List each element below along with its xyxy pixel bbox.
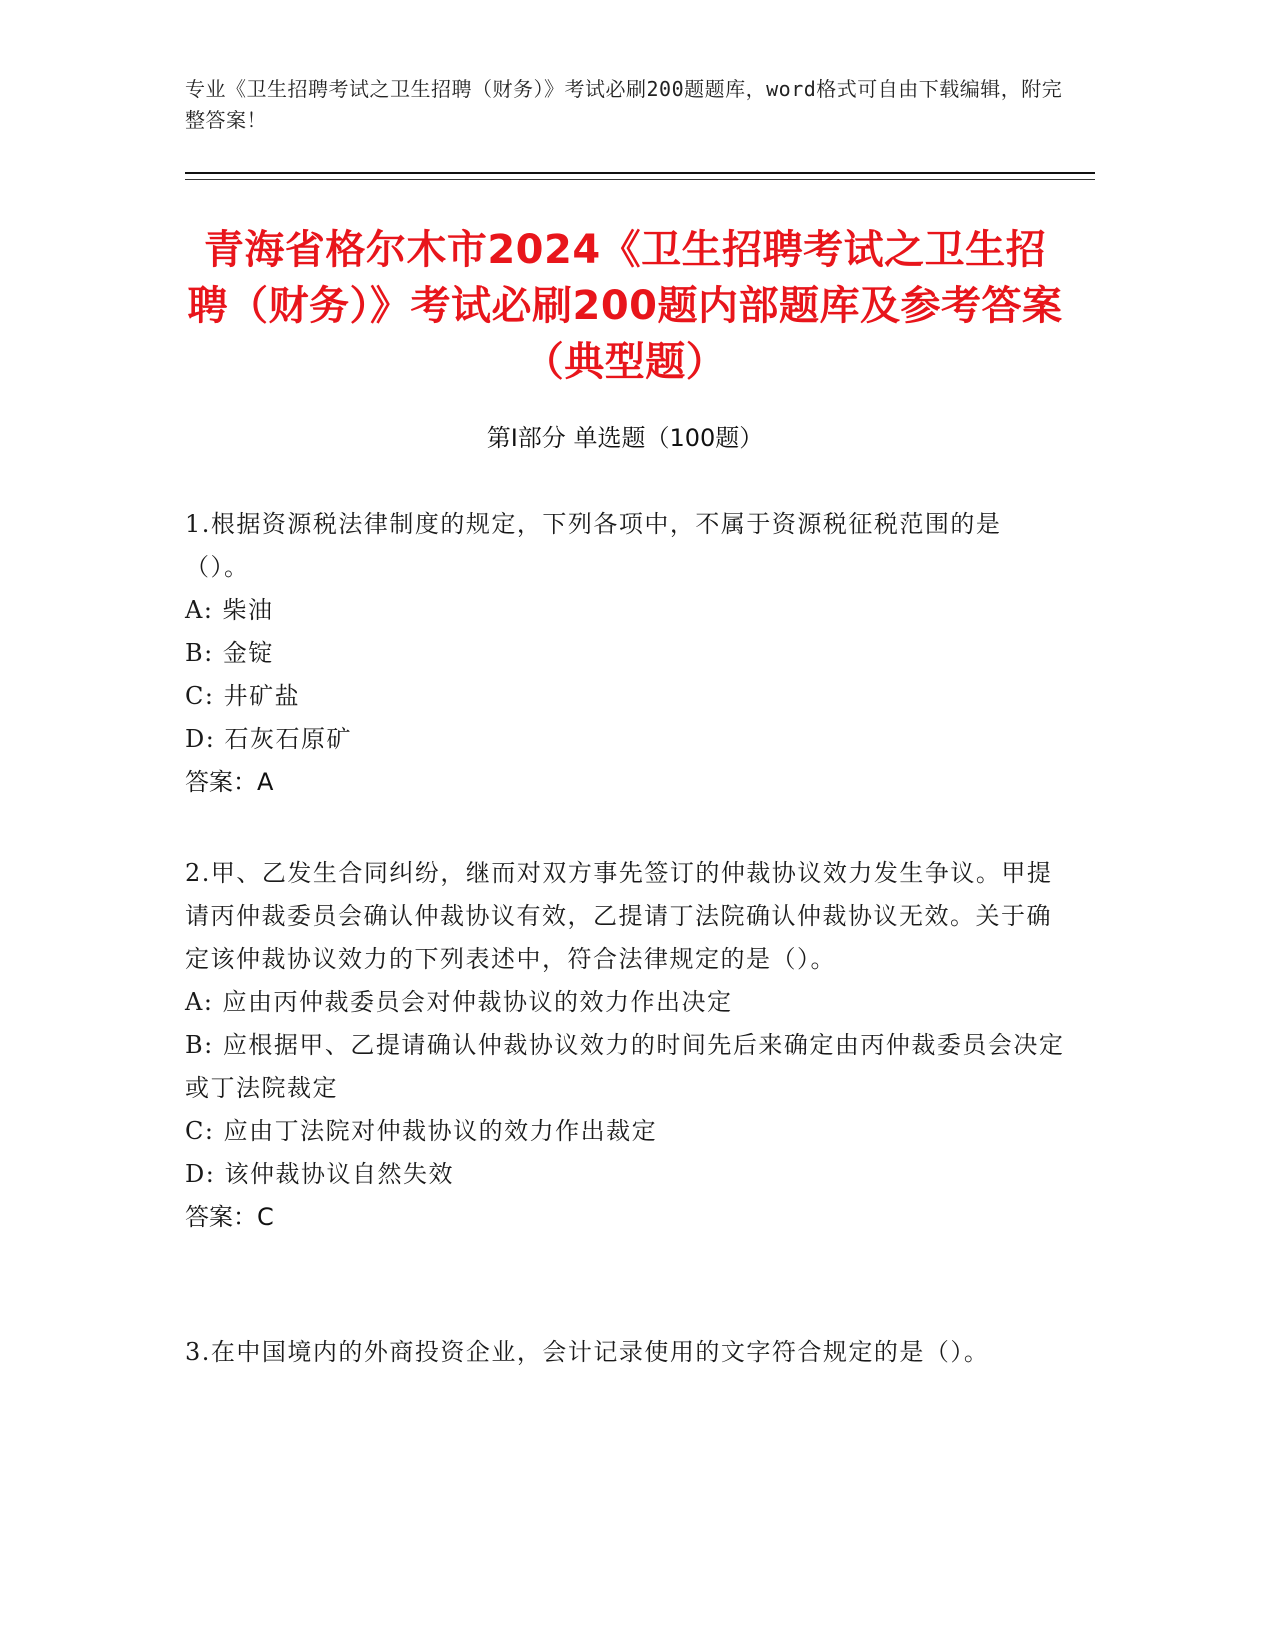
section-heading: 第Ⅰ部分 单选题（100题）: [486, 424, 764, 452]
question-1: [185, 503, 1065, 804]
answer-line: [185, 1196, 1065, 1239]
document-title: 青海省格尔木市2024《卫生招聘考试之卫生招聘（财务）》考试必刷200题内部题库及参考答案（典型题）: [187, 227, 1063, 385]
question-stem: 1.根据资源税法律制度的规定，下列各项中，不属于资源税征税范围的是（）。: [185, 510, 1002, 581]
option-d: D: 石灰石原矿: [185, 725, 352, 753]
answer-label: 答案：: [185, 768, 257, 796]
header-note: 专业《卫生招聘考试之卫生招聘（财务）》考试必刷200题题库，word格式可自由下载编辑，附完整答案！: [185, 77, 1063, 132]
option-b: B: 金锭: [185, 639, 274, 667]
option-b: B: 应根据甲、乙提请确认仲裁协议效力的时间先后来确定由丙仲裁委员会决定或丁法院裁定: [185, 1031, 1065, 1102]
header-divider-thin: [185, 179, 1095, 180]
answer-value: A: [257, 768, 274, 796]
option-c: C: 应由丁法院对仲裁协议的效力作出裁定: [185, 1117, 658, 1145]
question-stem: 3.在中国境内的外商投资企业，会计记录使用的文字符合规定的是（）。: [185, 1338, 990, 1366]
option-a: A: 应由丙仲裁委员会对仲裁协议的效力作出决定: [185, 988, 733, 1016]
question-3: [185, 1331, 1065, 1374]
question-stem: 2.甲、乙发生合同纠纷，继而对双方事先签订的仲裁协议效力发生争议。甲提请丙仲裁委员会确认仲裁协议有效，乙提请丁法院确认仲裁协议无效。关于确定该仲裁协议效力的下列表述中，符合法律规定的是（）。: [185, 859, 1053, 973]
question-2: [185, 852, 1065, 1239]
answer-line: [185, 761, 1065, 804]
option-c: C: 井矿盐: [185, 682, 301, 710]
answer-label: 答案：: [185, 1203, 257, 1231]
answer-value: C: [257, 1203, 274, 1231]
option-d: D: 该仲裁协议自然失效: [185, 1160, 454, 1188]
option-a: A: 柴油: [185, 596, 274, 624]
header-divider-thick: [185, 172, 1095, 174]
